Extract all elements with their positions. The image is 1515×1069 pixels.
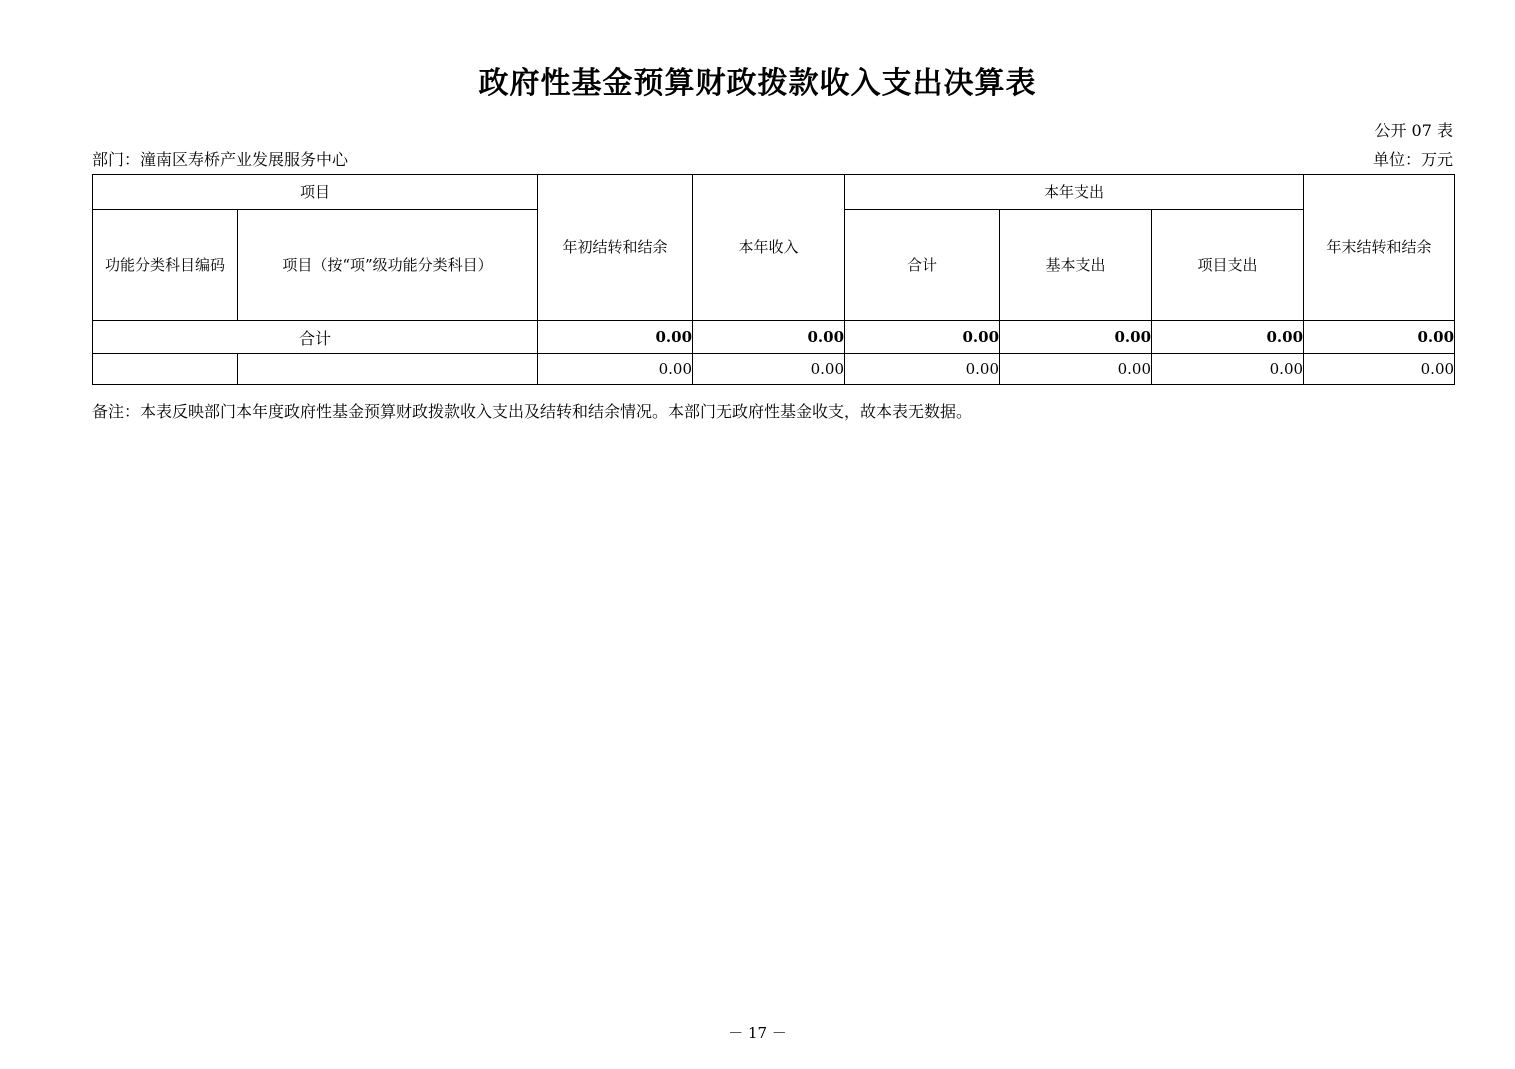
page-title: 政府性基金预算财政拨款收入支出决算表 <box>478 66 1037 101</box>
header-function-code: 功能分类科目编码 <box>93 210 238 321</box>
row-end-balance: 0.00 <box>1304 354 1455 385</box>
sheet-number: 公开 07 表 <box>1374 121 1453 140</box>
row-expense-total: 0.00 <box>845 354 1000 385</box>
header-expense-total: 合计 <box>845 210 1000 321</box>
row-project-expense: 0.00 <box>1152 354 1304 385</box>
header-begin-balance: 年初结转和结余 <box>538 175 693 321</box>
row-begin-balance: 0.00 <box>538 354 693 385</box>
row-year-income: 0.00 <box>693 354 845 385</box>
table-remark: 备注：本表反映部门本年度政府性基金预算财政拨款收入支出及结转和结余情况。本部门无政府性基金收支，故本表无数据。 <box>92 402 973 421</box>
header-end-balance: 年末结转和结余 <box>1304 175 1455 321</box>
header-project-expense: 项目支出 <box>1152 210 1304 321</box>
total-label: 合计 <box>93 321 538 354</box>
table-row <box>93 354 1455 385</box>
header-project-name: 项目（按“项”级功能分类科目） <box>238 210 538 321</box>
total-basic-expense: 0.00 <box>1000 321 1152 354</box>
unit-label: 单位：万元 <box>1372 150 1453 169</box>
header-basic-expense: 基本支出 <box>1000 210 1152 321</box>
table-total-row <box>93 321 1455 354</box>
header-group-current-year-expenditure: 本年支出 <box>845 175 1304 210</box>
total-begin-balance: 0.00 <box>538 321 693 354</box>
total-expense-total: 0.00 <box>845 321 1000 354</box>
row-function-code <box>93 354 238 385</box>
table-header-row-1 <box>93 175 1455 210</box>
total-year-income: 0.00 <box>693 321 845 354</box>
header-group-project: 项目 <box>93 175 538 210</box>
row-basic-expense: 0.00 <box>1000 354 1152 385</box>
total-project-expense: 0.00 <box>1152 321 1304 354</box>
page-number: － 17 － <box>728 1024 787 1042</box>
total-end-balance: 0.00 <box>1304 321 1455 354</box>
header-year-income: 本年收入 <box>693 175 845 321</box>
budget-table <box>92 174 1455 385</box>
row-project-name <box>238 354 538 385</box>
department-label: 部门：潼南区寿桥产业发展服务中心 <box>92 150 349 169</box>
